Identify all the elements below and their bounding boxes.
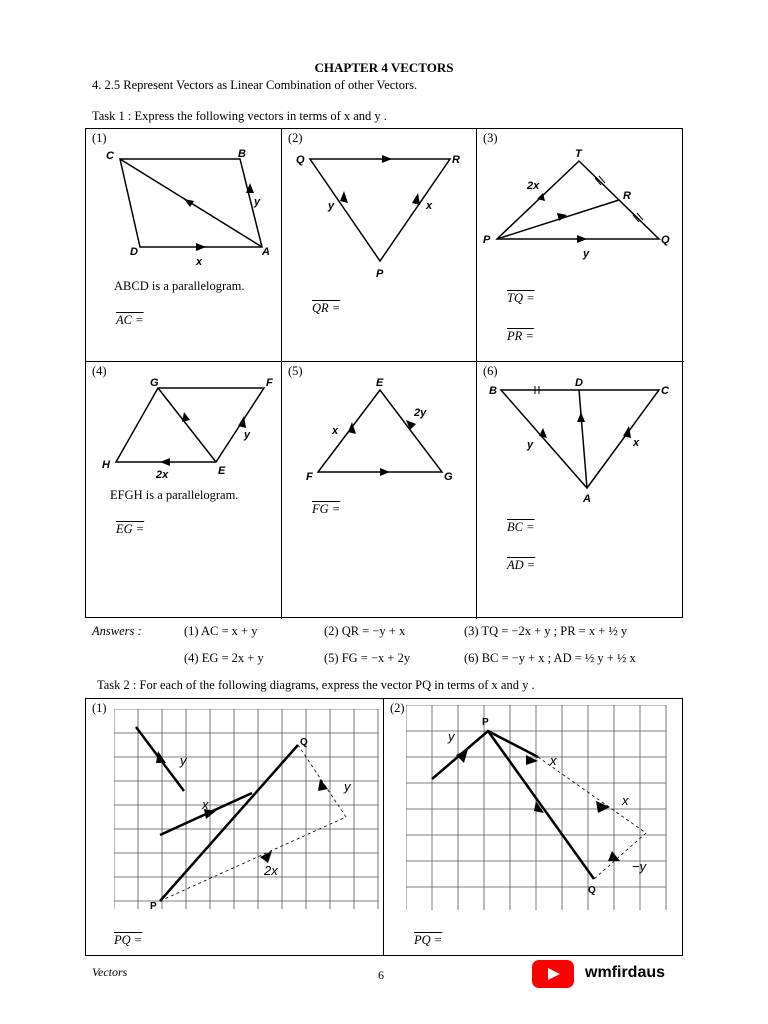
question-text: FG = xyxy=(312,502,341,516)
point-label: P xyxy=(376,268,384,280)
task1-grid xyxy=(85,128,683,618)
cell-number: (1) xyxy=(92,131,107,145)
question-text: BC = xyxy=(507,520,535,534)
answer-item: (5) FG = −x + 2y xyxy=(324,651,411,665)
brand-name: wmfirdaus xyxy=(585,964,666,981)
point-label: E xyxy=(218,465,226,477)
vector-label: y xyxy=(180,753,187,768)
parallelogram-efgh-diagram xyxy=(86,376,282,496)
point-label: Q xyxy=(296,154,305,166)
question-text: PR = xyxy=(507,329,534,343)
note-text: ABCD is a parallelogram. xyxy=(114,279,245,293)
question-text: PQ = xyxy=(114,933,143,947)
vector-label: 2x xyxy=(527,180,540,192)
cell-5 xyxy=(282,362,477,619)
point-label: G xyxy=(444,471,453,483)
task2-cell-1 xyxy=(86,699,384,955)
vector-label: y xyxy=(527,439,534,451)
vector-label: 2x xyxy=(264,863,278,878)
vector-label: y xyxy=(254,196,261,208)
point-label: A xyxy=(583,493,591,505)
question-text: AC = xyxy=(116,313,144,327)
vector-label: x xyxy=(332,425,339,437)
point-label: T xyxy=(575,148,582,160)
point-label: Q xyxy=(300,737,308,748)
answer-item: (1) AC = x + y xyxy=(184,624,258,638)
vector-label: x xyxy=(196,256,203,268)
answers-label: Answers : xyxy=(92,624,142,638)
point-label: P xyxy=(482,717,489,728)
note-text: EFGH is a parallelogram. xyxy=(110,488,239,502)
vector-label: 2x xyxy=(156,469,169,481)
cell-4 xyxy=(86,362,282,619)
point-label: R xyxy=(623,190,631,202)
point-label: H xyxy=(102,459,110,471)
question-text: TQ = xyxy=(507,291,535,305)
parallelogram-abcd-diagram xyxy=(86,143,282,293)
cell-number: (5) xyxy=(288,364,303,378)
point-label: E xyxy=(376,377,384,389)
page-number: 6 xyxy=(378,968,384,982)
cell-1 xyxy=(86,129,282,362)
point-label: D xyxy=(130,246,138,258)
answer-item: (3) TQ = −2x + y ; PR = x + ½ y xyxy=(464,624,628,638)
point-label: G xyxy=(150,377,159,389)
cell-6 xyxy=(477,362,684,619)
vector-label: x xyxy=(622,793,629,808)
answer-item: (4) EG = 2x + y xyxy=(184,651,264,665)
question-text: EG = xyxy=(116,522,145,536)
task1-instruction: Task 1 : Express the following vectors in terms of x and y . xyxy=(92,109,387,123)
question-text: AD = xyxy=(507,558,536,572)
point-label: D xyxy=(575,377,583,389)
triangle-efg-diagram xyxy=(282,376,477,496)
point-label: B xyxy=(489,385,497,397)
answer-item: (6) BC = −y + x ; AD = ½ y + ½ x xyxy=(464,651,636,665)
vector-label: y xyxy=(344,779,351,794)
vector-label: −y xyxy=(632,859,647,874)
cell-number: (6) xyxy=(483,364,498,378)
vector-label: y xyxy=(244,429,251,441)
cell-number: (2) xyxy=(390,701,405,715)
footer-subject: Vectors xyxy=(92,965,128,979)
point-label: Q xyxy=(588,885,596,896)
cell-2 xyxy=(282,129,477,362)
task2-cell-2 xyxy=(384,699,682,955)
vector-label: x xyxy=(633,437,640,449)
answer-item: (2) QR = −y + x xyxy=(324,624,406,638)
vector-label: x xyxy=(202,797,209,812)
cell-number: (3) xyxy=(483,131,498,145)
grid-diagram-1 xyxy=(114,709,382,909)
youtube-icon xyxy=(532,960,574,988)
question-text: QR = xyxy=(312,301,341,315)
triangle-ptq-diagram xyxy=(477,143,684,273)
vector-label: 2y xyxy=(414,407,427,419)
point-label: F xyxy=(266,377,273,389)
question-text: PQ = xyxy=(414,933,443,947)
page-title: CHAPTER 4 VECTORS xyxy=(314,60,454,75)
point-label: R xyxy=(452,154,460,166)
vector-label: x xyxy=(550,753,557,768)
point-label: B xyxy=(238,148,246,160)
point-label: P xyxy=(150,901,157,909)
task2-grid xyxy=(85,698,683,956)
vector-label: y xyxy=(448,729,455,744)
cell-3 xyxy=(477,129,684,362)
point-label: Q xyxy=(661,234,670,246)
vector-label: x xyxy=(426,200,433,212)
task2-instruction: Task 2 : For each of the following diagrams, express the vector PQ in terms of x and y . xyxy=(97,678,535,692)
grid-diagram-2 xyxy=(406,705,674,910)
point-label: F xyxy=(306,471,313,483)
point-label: C xyxy=(106,150,114,162)
vector-label: y xyxy=(583,248,590,260)
cell-number: (1) xyxy=(92,701,107,715)
point-label: C xyxy=(661,385,669,397)
point-label: P xyxy=(483,234,491,246)
point-label: A xyxy=(262,246,270,258)
section-heading: 4. 2.5 Represent Vectors as Linear Combination of other Vectors. xyxy=(92,78,418,92)
triangle-abc-diagram xyxy=(477,376,684,516)
vector-label: y xyxy=(328,200,335,212)
triangle-pqr-diagram xyxy=(282,143,477,293)
cell-number: (2) xyxy=(288,131,303,145)
cell-number: (4) xyxy=(92,364,107,378)
